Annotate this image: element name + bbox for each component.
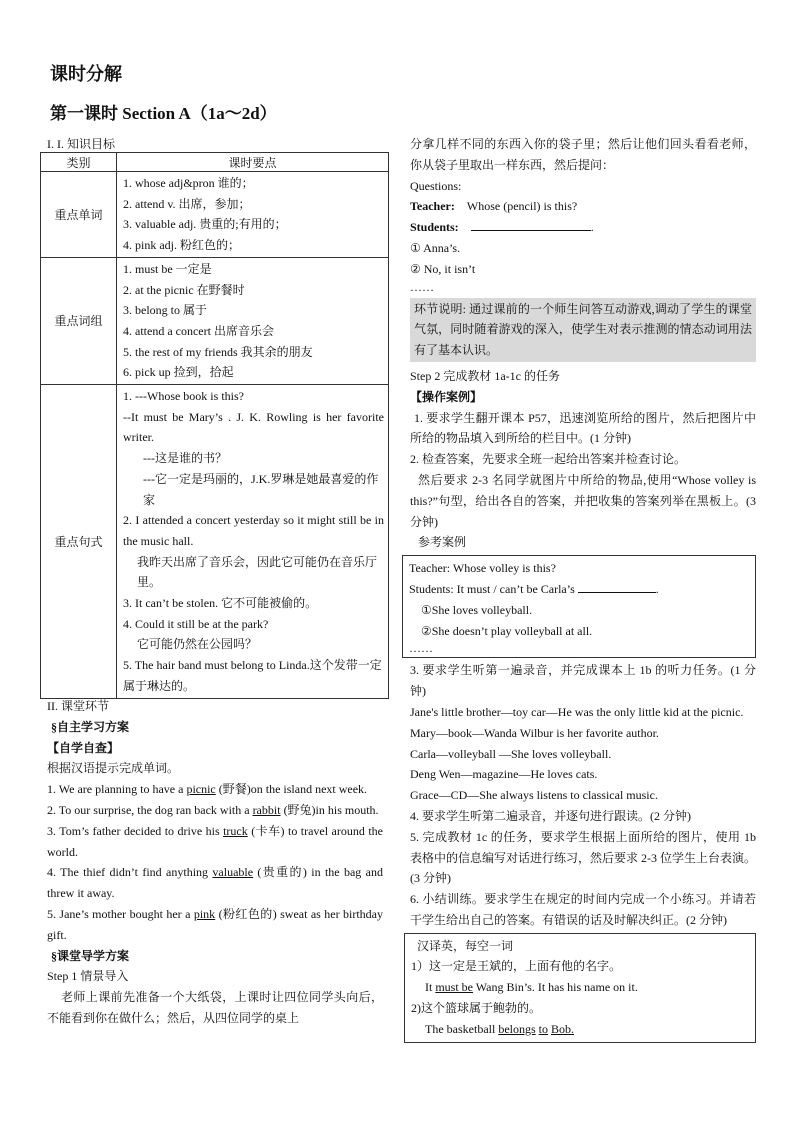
- self-study-title: §自主学习方案: [51, 719, 130, 734]
- table-header-row: [41, 153, 389, 172]
- paragraph: 然后要求 2-3 名同学就图片中所给的物品,使用“Whose volley is this?”句型，给出各自的答案，并把收集的答案列举在黑板上。(3 分钟): [410, 472, 756, 529]
- point-line: 3. valuable adj. 贵重的;有用的；: [123, 217, 287, 232]
- step-heading: Step 1 情景导入: [47, 969, 129, 984]
- point-line: 2. at the picnic 在野餐时: [123, 282, 245, 297]
- paragraph: 6. 小结训练。要求学生在规定的时间内完成一个小练习。并请若干学生给出自己的答案。有错误的话及时解决纠正。(2 分钟): [410, 892, 756, 927]
- note-box: 环节说明: 通过课前的一个师生问答互动游戏,调动了学生的课堂气氛，同时随着游戏的深入，使学生对表示推测的情态动词用法有了基本认识。: [410, 298, 756, 362]
- exercise-item: [47, 800, 383, 821]
- point-line: 2. attend v. 出席，参加；: [123, 196, 251, 211]
- col-header-points: 课时要点: [117, 153, 389, 172]
- lesson-title: 第一课时 Section A（1a～2d）: [50, 104, 277, 123]
- exercise-box: [404, 933, 756, 1043]
- point-line: ---这是谁的书？: [143, 451, 227, 466]
- exercise-question: 2)这个篮球属于鲍勃的。: [411, 1001, 541, 1016]
- exercise-title: 汉译英，每空一词: [417, 938, 514, 953]
- reference-heading: 参考案例: [418, 535, 467, 550]
- category-cell: 重点句式: [41, 385, 117, 699]
- item-text: (贵重的) in the bag and threw it away.: [47, 865, 384, 901]
- instruction: 根据汉语提示完成单词。: [47, 761, 180, 776]
- point-line: --It must be Mary’s . J. K. Rowling is her favorite writer.: [123, 409, 384, 445]
- point-line: 1. whose adj&pron 谁的；: [123, 176, 254, 190]
- category-cell: 重点单词: [41, 172, 117, 258]
- item-text: (卡车) to travel around the world.: [47, 823, 383, 859]
- answer-text: The basketball: [425, 1021, 499, 1036]
- item-text: 2. To our surprise, the dog ran back with a: [47, 802, 253, 817]
- questions-label: Questions:: [410, 178, 462, 193]
- paragraph: 1. 要求学生翻开课本 P57，迅速浏览所给的图片，然后把图片中所给的物品填入到所给的栏目中。(1 分钟): [410, 410, 756, 446]
- listening-line: Grace—CD—She always listens to classical music.: [410, 788, 658, 803]
- table-row: [41, 385, 389, 699]
- table-row: [41, 257, 389, 384]
- table-row: [41, 172, 389, 258]
- right-column: [410, 134, 756, 1045]
- exercise-item: [47, 821, 383, 863]
- paragraph: 4. 要求学生听第二遍录音，并逐句进行跟读。(2 分钟): [410, 808, 691, 823]
- item-text: (野餐)on the island next week.: [215, 782, 368, 797]
- answer-option: ②She doesn’t play volleyball at all.: [421, 623, 593, 638]
- listening-line: Carla—volleyball —She loves volleyball.: [410, 746, 612, 761]
- step-heading: Step 2 完成教材 1a-1c 的任务: [410, 368, 560, 383]
- ellipsis: ……: [410, 279, 434, 294]
- answer-text: Wang Bin’s. It has his name on it.: [473, 980, 638, 995]
- point-line: 3. It can’t be stolen. 它不可能被偷的。: [123, 596, 318, 611]
- case-heading: 【操作案例】: [410, 389, 483, 404]
- point-line: 1. must be 一定是: [123, 261, 212, 276]
- point-line: 5. the rest of my friends 我其余的朋友: [123, 344, 313, 359]
- point-line: 3. belong to 属于: [123, 303, 207, 318]
- answer-option: ① Anna’s.: [410, 240, 461, 255]
- exercise-question: 1）这一定是王斌的，上面有他的名字。: [411, 959, 622, 974]
- point-line: 1. ---Whose book is this?: [123, 389, 244, 404]
- exercise-answer: [411, 1019, 749, 1040]
- speaker-label: Teacher:: [410, 199, 455, 214]
- exercise-answer: [411, 977, 749, 998]
- points-cell: [117, 257, 389, 384]
- reference-box: [402, 555, 756, 658]
- self-check-heading: 【自学自查】: [47, 740, 120, 755]
- page-title: 课时分解: [50, 64, 122, 84]
- answer-blank: [578, 579, 656, 593]
- dialog-line: Students: .: [410, 217, 756, 238]
- answer-fill: Bob.: [551, 1021, 575, 1036]
- exercise-item: [47, 904, 383, 946]
- listening-line: Jane's little brother—toy car—He was the only little kid at the picnic.: [410, 704, 744, 719]
- dialog-text: Whose (pencil) is this?: [466, 199, 578, 214]
- point-line: 5. The hair band must belong to Linda.这个发带一定属于琳达的。: [123, 658, 382, 693]
- dialog-line: Teacher: Whose volley is this?: [409, 561, 556, 576]
- item-answer: valuable: [212, 865, 254, 880]
- point-line: 我昨天出席了音乐会，因此它可能仍在音乐厅里。: [137, 554, 378, 590]
- point-line: 4. Could it still be at the park?: [123, 616, 269, 631]
- exercise-item: [47, 779, 383, 800]
- exercise-item: [47, 862, 383, 904]
- category-cell: 重点词组: [41, 257, 117, 384]
- point-line: 4. pink adj. 粉红色的；: [123, 238, 240, 253]
- answer-option: ② No, it isn’t: [410, 261, 476, 276]
- point-line: ---它一定是玛丽的，J.K.罗琳是她最喜爱的作家: [143, 471, 379, 507]
- item-answer: rabbit: [252, 802, 281, 817]
- speaker-label: Students:: [410, 220, 459, 235]
- knowledge-heading: I. I. 知识目标: [47, 137, 115, 151]
- points-cell: [117, 172, 389, 258]
- item-text: 1. We are planning to have a: [47, 782, 187, 797]
- listening-line: Mary—book—Wanda Wilbur is her favorite author.: [410, 725, 659, 740]
- paragraph: 2. 检查答案，先要求全班一起给出答案并检查讨论。: [410, 452, 687, 467]
- point-line: 4. attend a concert 出席音乐会: [123, 323, 274, 338]
- paragraph: 3. 要求学生听第一遍录音，并完成课本上 1b 的听力任务。(1 分钟): [410, 663, 756, 699]
- dialog-line: Students: It must / can’t be Carla’s .: [409, 579, 749, 600]
- answer-text: It: [425, 980, 436, 995]
- item-answer: picnic: [186, 782, 216, 797]
- listening-line: Deng Wen—magazine—He loves cats.: [410, 767, 598, 782]
- item-text: 5. Jane’s mother bought her a: [47, 906, 194, 921]
- point-line: 2. I attended a concert yesterday so it might still be in the music hall.: [123, 513, 384, 548]
- knowledge-table: [40, 152, 389, 699]
- item-text: (粉红色的) sweat as her birthday gift.: [47, 906, 383, 942]
- guided-study-title: §课堂导学方案: [51, 948, 130, 963]
- item-text: 4. The thief didn’t find anything: [47, 865, 213, 880]
- item-answer: pink: [193, 906, 216, 921]
- item-text: (野兔)in his mouth.: [280, 802, 379, 817]
- dialog-line: [410, 196, 756, 217]
- paragraph: 分拿几样不同的东西入你的袋子里；然后让他们回头看看老师，你从袋子里取出一样东西，然后提问：: [410, 137, 756, 172]
- item-answer: truck: [223, 823, 248, 838]
- points-cell: [117, 385, 389, 699]
- answer-fill: to: [538, 1021, 548, 1036]
- dialog-text: Students: It must / can’t be Carla’s: [409, 581, 578, 596]
- answer-fill: must be: [435, 980, 474, 995]
- left-column: [47, 696, 383, 1029]
- point-line: 6. pick up 捡到，拾起: [123, 365, 234, 380]
- paragraph: 老师上课前先准备一个大纸袋，上课时让四位同学头向后，不能看到你在做什么；然后，从四位同学的桌上: [47, 990, 383, 1025]
- answer-fill: belongs: [498, 1021, 536, 1036]
- answer-option: ①She loves volleyball.: [421, 602, 533, 617]
- col-header-category: 类别: [41, 153, 117, 172]
- point-line: 它可能仍然在公园吗？: [137, 637, 258, 652]
- paragraph: 5. 完成教材 1c 的任务，要求学生根据上面所给的图片，使用 1b 表格中的信息编写对话进行练习，然后要求 2-3 位学生上台表演。(3 分钟): [410, 829, 756, 886]
- section-heading: II. 课堂环节: [47, 699, 109, 713]
- item-text: 3. Tom’s father decided to drive his: [47, 823, 224, 838]
- ellipsis: ……: [409, 641, 433, 656]
- answer-blank: [471, 217, 591, 231]
